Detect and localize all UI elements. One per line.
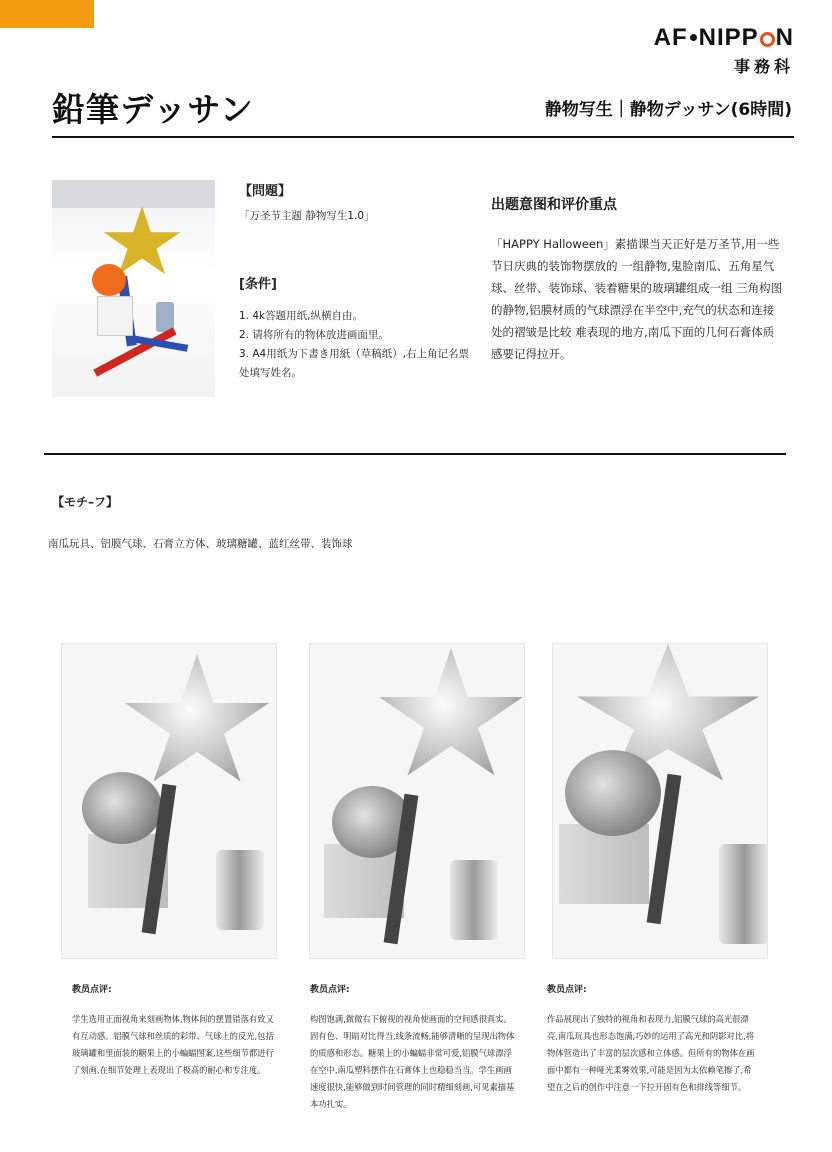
intent-text: 「HAPPY Halloween」素描课当天正好是万圣节,用一些节日庆典的装饰物摆放的 一组静物,鬼脸南瓜、五角星气球、丝带、装饰球、装着糖果的玻璃罐组成一组 三角构图的静物,铝膜材质的气球漂浮在半空中,充气的状态和连接处的褶皱是比较 难表现的地方,南瓜下面的几何石膏体质感要记得拉开。 (491, 237, 783, 361)
logo-subtitle: 事務科 (733, 57, 794, 76)
question-title: 【問題】 (239, 184, 292, 199)
photo-background-shelf (52, 180, 215, 208)
comment-label-2: 教员点评: (310, 985, 350, 995)
logo-brand (654, 24, 794, 52)
student-drawing-1 (61, 643, 277, 959)
orange-corner-tab (0, 0, 94, 28)
comment-label-3: 教员点评: (547, 985, 587, 995)
drawing-pumpkin (82, 772, 162, 844)
conditions-title: [条件] (239, 277, 277, 292)
page-subtitle: 静物写生｜静物デッサン(6時間) (544, 100, 792, 120)
logo-dot (690, 34, 697, 41)
drawing-candy-jar (719, 844, 768, 944)
photo-plaster-cube (97, 296, 133, 336)
motif-list: 南瓜玩具、铝膜气球、石膏立方体、玻璃糖罐、蓝红丝带、装饰球 (48, 538, 353, 550)
student-drawing-2 (309, 643, 525, 959)
logo-brand-n: N (775, 24, 794, 51)
conditions-list (239, 307, 479, 383)
page-title: 鉛筆デッサン (52, 90, 254, 129)
af-nippon-logo (654, 24, 794, 77)
logo-ring-icon (760, 32, 775, 47)
condition-item: 3. A4用纸为下書き用紙（草稿纸）,右上角记名票处填写姓名。 (239, 348, 470, 379)
header-divider (52, 136, 794, 138)
motif-label: 【モチ–フ】 (52, 495, 119, 509)
logo-brand-af: AF (653, 24, 688, 51)
logo-brand-nipp: NIPP (698, 24, 759, 51)
drawing-pumpkin (565, 750, 661, 836)
drawing-candy-jar (216, 850, 264, 930)
drawing-candy-jar (450, 860, 498, 940)
section-divider (44, 453, 786, 455)
condition-item: 2. 请将所有的物体放进画面里。 (239, 329, 389, 341)
student-drawing-3 (552, 643, 768, 959)
photo-pumpkin (92, 264, 126, 296)
drawing-star-balloon (122, 654, 272, 794)
intent-title: 出题意图和评价重点 (491, 197, 617, 213)
still-life-photo (52, 180, 215, 397)
comment-text-1: 学生选用正面视角来刻画物体,物体间的摆置错落有致又有互动感。铝膜气球和丝质的彩带、气球上的反光,包括玻璃罐和里面装的糖果上的小蝙蝠图案,这些细节都进行了刻画,在细节处理上表现出了极高的耐心和专注度。 (72, 1014, 274, 1075)
comment-label-1: 教员点评: (72, 985, 112, 995)
drawing-plaster-cube (559, 824, 649, 904)
comment-text-2: 构图饱满,微微右下俯视的视角使画面的空间感很真实。固有色、明暗对比得当,线条流畅,能够清晰的呈现出物体的质感和形态。糖果上的小蝙蝠非常可爱,铝膜气球漂浮在空中,南瓜塑料摆件在石膏体上也稳稳当当。学生画画速度很快,能够做到时间管理的同时精细刻画,可见素描基本功扎实。 (310, 1014, 515, 1109)
question-text: 「万圣节主题 静物写生1.0」 (239, 210, 375, 222)
drawing-star-balloon (376, 648, 525, 788)
condition-item: 1. 4k答题用纸,纵横自由。 (239, 310, 363, 322)
comment-text-3: 作品展现出了独特的视角和表现力,铝膜气球的高光很漂亮,南瓜玩具也形态饱满,巧妙的运用了高光和阴影对比,将物体营造出了丰富的层次感和立体感。但所有的物体在画面中都有一种哑光柔雾效果,可能是因为太依赖笔擦了,希望在之后的创作中注意一下拉开固有色和排线等细节。 (547, 1014, 755, 1092)
